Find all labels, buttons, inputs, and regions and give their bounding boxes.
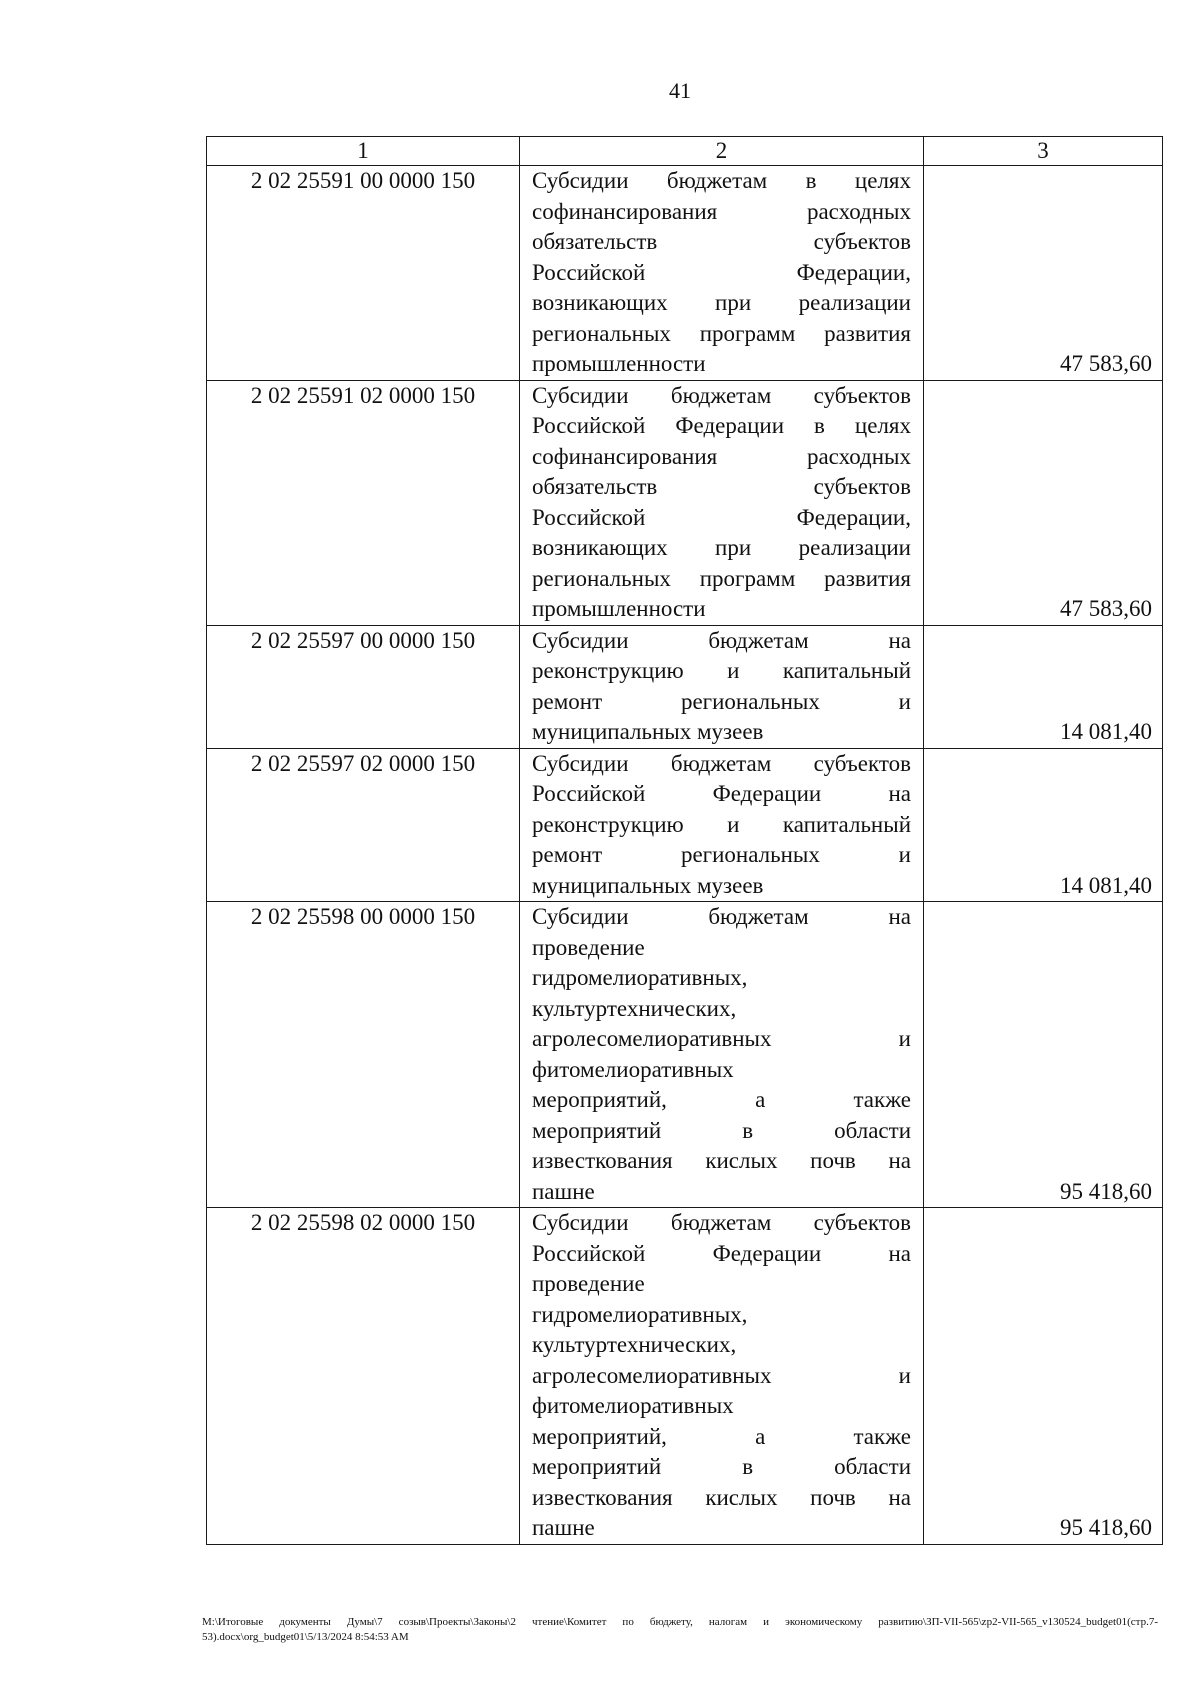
page-number: 41 [669, 78, 691, 103]
amount-cell: 95 418,60 [924, 1208, 1163, 1545]
income-name-line: мероприятий в области [532, 1117, 911, 1143]
income-name-cell [520, 166, 924, 381]
budget-code-cell: 2 02 25598 02 0000 150 [207, 1208, 520, 1545]
table-row [207, 748, 1163, 902]
amount-cell: 14 081,40 [924, 748, 1163, 902]
income-name-line: промышленности [532, 351, 706, 376]
header-column-1: 1 [207, 137, 520, 166]
income-name-cell [520, 902, 924, 1208]
income-name-line: мероприятий, а также [532, 1087, 911, 1112]
income-name-line: ремонт региональных и [532, 842, 911, 867]
budget-code-cell: 2 02 25591 02 0000 150 [207, 380, 520, 625]
budget-table [206, 136, 1163, 1545]
income-name-line: фитомелиоративных [532, 1056, 734, 1082]
income-name-line: промышленности [532, 596, 706, 621]
income-name-line: Субсидии бюджетам субъектов [532, 1210, 911, 1235]
income-name-line: возникающих при реализации [532, 290, 911, 315]
income-name-line: ремонт региональных и [532, 688, 911, 714]
income-name-line: муниципальных музеев [532, 872, 764, 898]
table-row [207, 1208, 1163, 1545]
income-name-line: региональных программ развития [532, 565, 911, 591]
income-name-line: софинансирования расходных [532, 443, 911, 469]
income-name-line: фитомелиоративных [532, 1393, 734, 1418]
income-name-line: региональных программ развития [532, 320, 911, 346]
budget-code-cell: 2 02 25597 02 0000 150 [207, 748, 520, 902]
income-name-cell [520, 625, 924, 748]
income-name-line: гидромелиоративных, [532, 965, 748, 990]
income-name-cell [520, 380, 924, 625]
income-name-line: пашне [532, 1515, 595, 1540]
income-name-line: Российской Федерации на [532, 781, 911, 806]
income-name-line: реконструкцию и капитальный [532, 811, 911, 837]
amount-cell: 47 583,60 [924, 166, 1163, 381]
income-name-line: Российской Федерации на [532, 1240, 911, 1266]
income-name-line: муниципальных музеев [532, 719, 764, 744]
income-name-line: известкования кислых почв на [532, 1484, 911, 1510]
income-name-line: агролесомелиоративных и [532, 1362, 911, 1388]
budget-code-cell: 2 02 25591 00 0000 150 [207, 166, 520, 381]
income-name-line: софинансирования расходных [532, 198, 911, 224]
table-row [207, 166, 1163, 381]
income-name-line: Субсидии бюджетам на [532, 627, 911, 653]
income-name-cell [520, 1208, 924, 1545]
income-name-line: Российской Федерации, [532, 504, 911, 530]
income-name-line: известкования кислых почв на [532, 1148, 911, 1173]
income-name-line: Субсидии бюджетам субъектов [532, 750, 911, 776]
income-name-line: Российской Федерации, [532, 259, 911, 285]
income-name-line: возникающих при реализации [532, 535, 911, 560]
income-name-line: гидромелиоративных, [532, 1301, 748, 1327]
income-name-line: культуртехнических, [532, 1332, 737, 1357]
table-body [207, 166, 1163, 1545]
income-name-line: реконструкцию и капитальный [532, 658, 911, 683]
income-name-line: агролесомелиоративных и [532, 1026, 911, 1051]
income-name-line: Субсидии бюджетам в целях [532, 168, 911, 193]
header-column-3: 3 [924, 137, 1163, 166]
income-name-line: проведение [532, 934, 645, 960]
income-name-line: пашне [532, 1178, 595, 1204]
table-row [207, 380, 1163, 625]
income-name-line: культуртехнических, [532, 995, 737, 1021]
income-name-line: Субсидии бюджетам на [532, 904, 911, 929]
amount-cell: 95 418,60 [924, 902, 1163, 1208]
table-row [207, 902, 1163, 1208]
income-name-line: проведение [532, 1271, 645, 1296]
income-name-line: Российской Федерации в целях [532, 413, 911, 438]
table-row [207, 625, 1163, 748]
amount-cell: 47 583,60 [924, 380, 1163, 625]
header-column-2: 2 [520, 137, 924, 166]
budget-code-cell: 2 02 25597 00 0000 150 [207, 625, 520, 748]
income-name-line: обязательств субъектов [532, 474, 911, 499]
income-name-line: обязательств субъектов [532, 229, 911, 254]
income-name-line: Субсидии бюджетам субъектов [532, 382, 911, 408]
income-name-line: мероприятий, а также [532, 1423, 911, 1449]
amount-cell: 14 081,40 [924, 625, 1163, 748]
income-name-line: мероприятий в области [532, 1454, 911, 1479]
table-header-row [207, 137, 1163, 166]
income-name-cell [520, 748, 924, 902]
budget-code-cell: 2 02 25598 00 0000 150 [207, 902, 520, 1208]
footer-file-path: М:\Итоговые документы Думы\7 созыв\Проекты\Законы\2 чтение\Комитет по бюджету, налогам и экономическому развитию\ЗП-VII-565\zp2-VII-565_v130524_budget01(стр.7-53).docx\org_budget01\5/13/2024 8:54:53 AM [202, 1616, 1158, 1643]
